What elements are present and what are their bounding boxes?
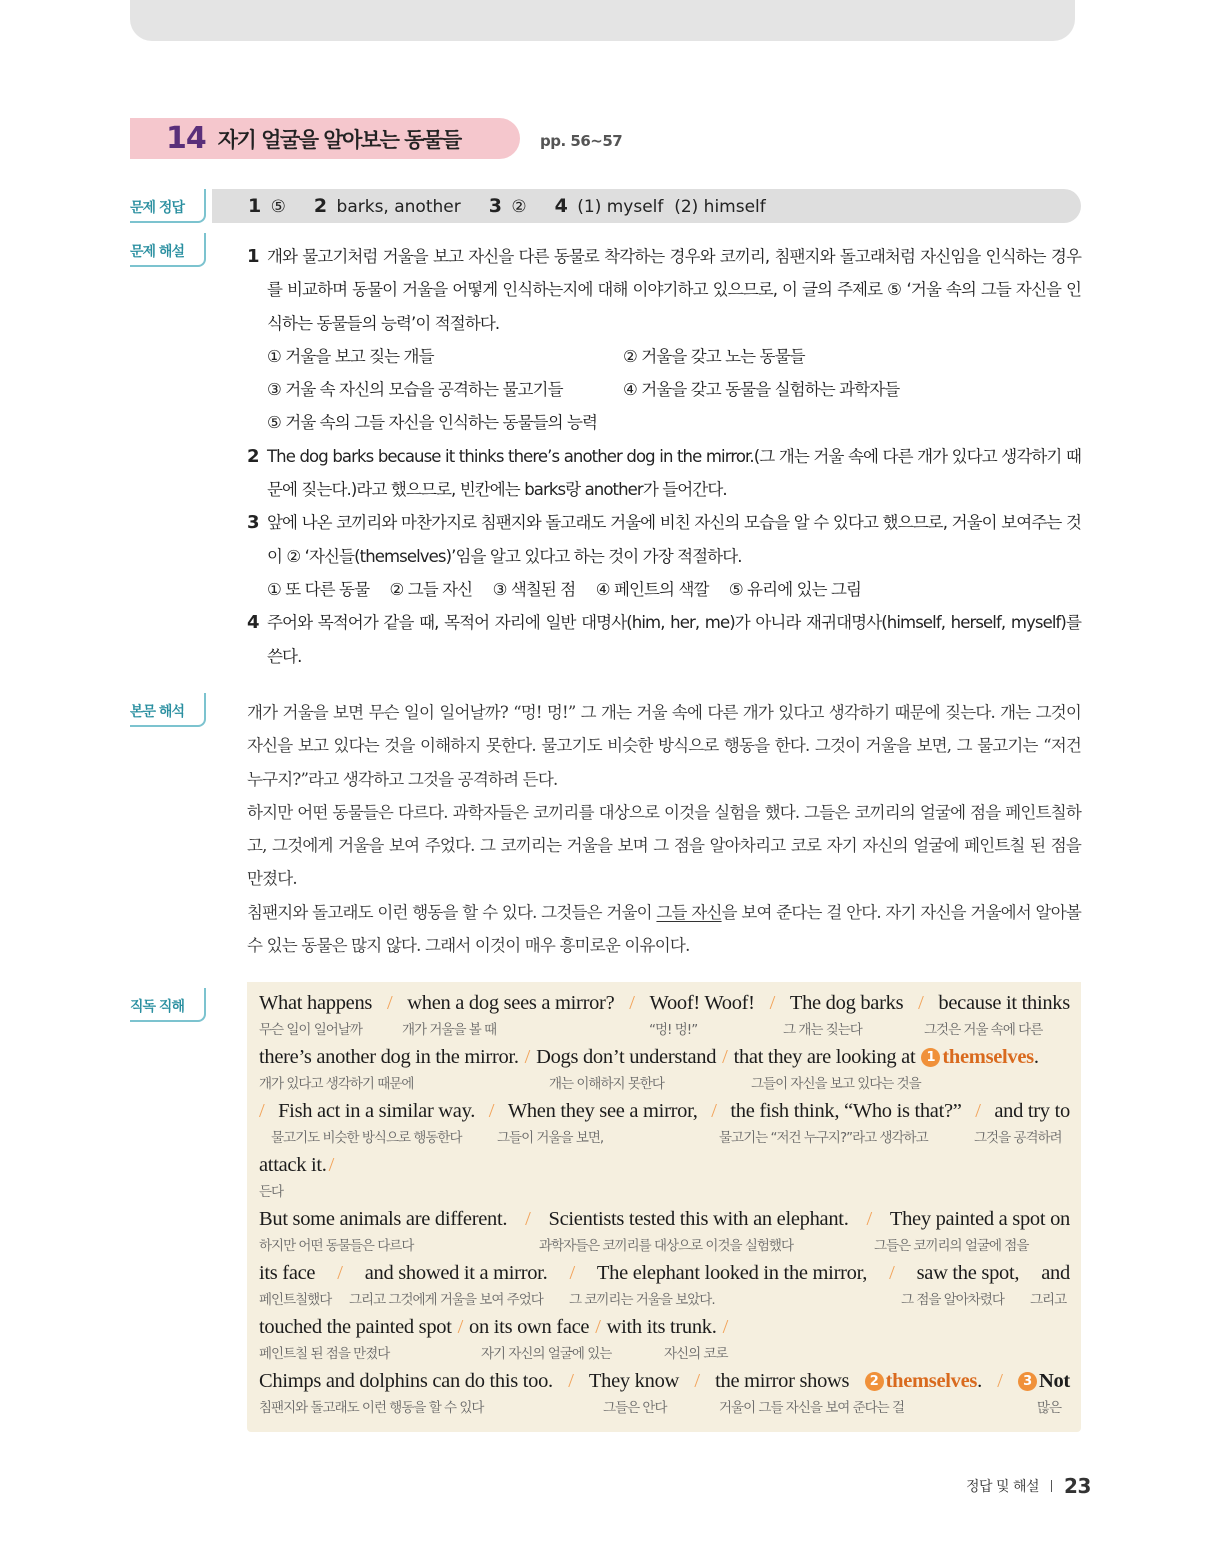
- korean-gloss: 페인트칠 된 점을 만졌다 자기 자신의 얼굴에 있는 자신의 코로: [259, 1346, 728, 1362]
- explanation-section: [247, 240, 1081, 673]
- choice: ① 또 다른 동물: [267, 579, 370, 599]
- explanation-text: The dog barks because it thinks there’s another dog in the mirror.(그 개는 거울 속에 다른 개가 있다고 생각하기 때문에 짖는다.)라고 했으므로, 빈칸에는 barks랑 another가 들어간다.: [267, 446, 1081, 500]
- translation-label: 본문 해석: [130, 693, 206, 727]
- underlined-phrase: 그들 자신: [656, 902, 722, 922]
- footer-divider: [1051, 1480, 1052, 1492]
- korean-gloss: 든다: [259, 1184, 284, 1200]
- reading-line-4: [259, 1144, 1070, 1198]
- item-number: 1: [247, 246, 259, 267]
- lesson-header: [130, 118, 520, 159]
- choice: ⑤ 유리에 있는 그림: [728, 579, 862, 599]
- page-number: 23: [1064, 1474, 1091, 1498]
- blank-2-badge: 2: [865, 1372, 884, 1391]
- answer-2: 2 barks, another: [313, 195, 461, 217]
- answer-1: 1 ⑤: [248, 195, 286, 217]
- translation-paragraph: 개가 거울을 보면 무슨 일이 일어날까? “멍! 멍!” 그 개는 거울 속에 다른 개가 있다고 생각하기 때문에 짖는다. 개는 그것이 자신을 보고 있다는 것을 이해하지 못한다. 물고기도 비슷한 방식으로 행동을 한다. 그것이 거울을 보면, 그 물고기는 “저건 누구지?”라고 생각하고 그것을 공격하려 든다.: [247, 703, 1081, 789]
- choice: ③ 색칠된 점: [492, 579, 576, 599]
- english-line: But some animals are different. / Scientists tested this with an elephant. / They painted a spot on: [259, 1208, 1070, 1230]
- reading-label: 직독 직해: [130, 988, 206, 1022]
- translation-paragraph: 하지만 어떤 동물들은 다르다. 과학자들은 코끼리를 대상으로 이것을 실험을 했다. 그들은 코끼리의 얼굴에 점을 페인트칠하고, 그것에게 거울을 보여 주었다. 그 코끼리는 거울을 보며 그 점을 알아차리고 코로 자기 자신의 얼굴에 페인트칠 된 점을 만졌다.: [247, 802, 1081, 889]
- choice: ① 거울을 보고 짖는 개들: [267, 346, 434, 366]
- answer-4: 4 (1) myself (2) himself: [554, 195, 766, 217]
- explanation-text: 개와 물고기처럼 거울을 보고 자신을 다른 동물로 착각하는 경우와 코끼리, 침팬지와 돌고래처럼 자신임을 인식하는 경우를 비교하며 동물이 거울을 어떻게 인식하는지에 대해 이야기하고 있으므로, 이 글의 주제로 ⑤ ‘거울 속의 그들 자신을 인식하는 동물들의 능력’이 적절하다.: [267, 247, 1081, 333]
- choices: [267, 340, 1081, 440]
- explanation-text: 앞에 나온 코끼리와 마찬가지로 침팬지와 돌고래도 거울에 비친 자신의 모습을 알 수 있다고 했으므로, 거울이 보여주는 것이 ② ‘자신들(themselves)’임을 알고 있다고 하는 것이 가장 적절하다.: [267, 513, 1081, 566]
- choices: [267, 573, 1081, 606]
- blank-1-badge: 1: [921, 1048, 940, 1067]
- korean-gloss: 침팬지와 돌고래도 이런 행동을 할 수 있다 그들은 안다 거울이 그들 자신을 보여 준다는 걸 많은: [259, 1400, 1062, 1416]
- page-footer: [966, 1474, 1091, 1498]
- korean-gloss: 물고기도 비슷한 방식으로 행동한다 그들이 거울을 보면, 물고기는 “저건 누구지?”라고 생각하고 그것을 공격하려: [271, 1130, 1062, 1146]
- translation-section: [247, 696, 1081, 962]
- english-line: touched the painted spot / on its own face / with its trunk. /: [259, 1316, 728, 1338]
- explanation-label: 문제 해설: [130, 233, 206, 267]
- page-range: pp. 56~57: [540, 132, 623, 150]
- choice: ⑤ 거울 속의 그들 자신을 인식하는 동물들의 능력: [267, 413, 598, 433]
- english-line: What happens / when a dog sees a mirror? / Woof! Woof! / The dog barks / because it thinks: [259, 992, 1070, 1014]
- choice: ③ 거울 속 자신의 모습을 공격하는 물고기들: [267, 380, 563, 400]
- explanation-item-2: [247, 440, 1081, 507]
- english-line: its face / and showed it a mirror. / The elephant looked in the mirror, / saw the spot, and: [259, 1262, 1070, 1284]
- reading-box: [247, 982, 1081, 1432]
- english-line: attack it. /: [259, 1154, 334, 1176]
- reading-line-7: [259, 1306, 1070, 1360]
- answer-bar: [212, 189, 1081, 223]
- choice: ② 거울을 갖고 노는 동물들: [623, 346, 805, 366]
- translation-paragraph: 침팬지와 돌고래도 이런 행동을 할 수 있다. 그것들은 거울이 그들 자신을 보여 준다는 걸 안다. 자기 자신을 거울에서 알아볼 수 있는 동물은 많지 않다. 그래서 이것이 매우 흥미로운 이유이다.: [247, 902, 1081, 956]
- korean-gloss: 페인트칠했다 그리고 그것에게 거울을 보여 주었다 그 코끼리는 거울을 보았다. 그 점을 알아차렸다 그리고: [259, 1292, 1067, 1308]
- item-number: 2: [247, 445, 259, 467]
- english-line: Chimps and dolphins can do this too. / They know / the mirror shows 2 themselves. / 3 Not: [259, 1370, 1070, 1392]
- item-number: 4: [247, 612, 259, 634]
- korean-gloss: 하지만 어떤 동물들은 다르다 과학자들은 코끼리를 대상으로 이것을 실험했다 그들은 코끼리의 얼굴에 점을: [259, 1238, 1029, 1254]
- lesson-title: 자기 얼굴을 알아보는 동물들: [217, 127, 461, 152]
- korean-gloss: 무슨 일이 일어날까 개가 거울을 볼 때 “멍! 멍!” 그 개는 짖는다 그것은 거울 속에 다른: [259, 1022, 1043, 1038]
- top-decorative-bar: [130, 0, 1075, 41]
- explanation-item-3: [247, 506, 1081, 606]
- choice: ④ 거울을 갖고 동물을 실험하는 과학자들: [623, 380, 900, 400]
- english-line: there’s another dog in the mirror. / Dogs don’t understand / that they are looking at 1 themselves.: [259, 1046, 1039, 1068]
- item-number: 3: [247, 512, 259, 534]
- answer-3: 3 ②: [488, 195, 527, 217]
- blank-3-badge: 3: [1018, 1372, 1037, 1391]
- reading-line-5: [259, 1198, 1070, 1252]
- english-line: / Fish act in a similar way. / When they see a mirror, / the fish think, “Who is that?” / and try to: [259, 1100, 1070, 1122]
- choice: ④ 페인트의 색깔: [595, 579, 709, 599]
- answers-label: 문제 정답: [130, 189, 206, 223]
- reading-line-1: [259, 982, 1070, 1036]
- explanation-item-1: [247, 240, 1081, 440]
- choice: ② 그들 자신: [389, 579, 473, 599]
- korean-gloss: 개가 있다고 생각하기 때문에 개는 이해하지 못한다 그들이 자신을 보고 있다는 것을: [259, 1076, 921, 1092]
- footer-label: 정답 및 해설: [966, 1479, 1040, 1495]
- reading-line-8: [259, 1360, 1070, 1414]
- explanation-text: 주어와 목적어가 같을 때, 목적어 자리에 일반 대명사(him, her, me)가 아니라 재귀대명사(himself, herself, myself)를 쓴다.: [267, 613, 1081, 666]
- lesson-number: 14: [166, 121, 206, 156]
- reading-line-3: [259, 1090, 1070, 1144]
- reading-line-2: [259, 1036, 1070, 1090]
- explanation-item-4: [247, 606, 1081, 673]
- reading-line-6: [259, 1252, 1070, 1306]
